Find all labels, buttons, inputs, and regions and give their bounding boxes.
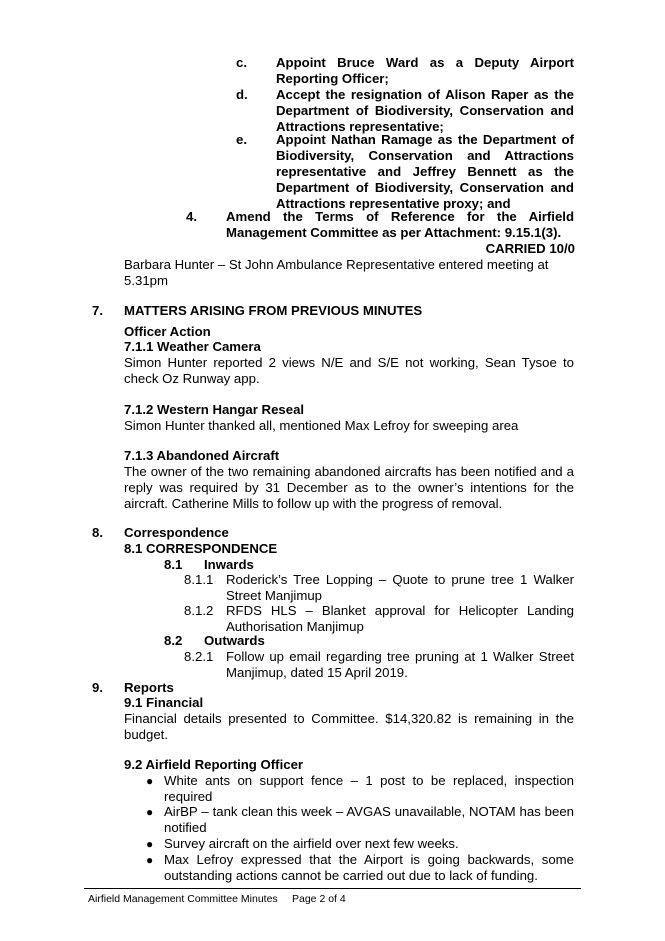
section-number: 9. [92, 680, 103, 695]
section-title: MATTERS ARISING FROM PREVIOUS MINUTES [124, 303, 423, 318]
item-label: 4. [186, 209, 197, 224]
item-label: e. [236, 132, 247, 147]
outwards-number: 8.2 [164, 633, 183, 648]
item-text: Amend the Terms of Reference for the Airfield Management Committee as per Attachment: 9.15.1(3). [226, 209, 574, 240]
section-number: 7. [92, 303, 103, 318]
subsection-heading: 9.2 Airfield Reporting Officer [124, 757, 304, 772]
bullet-item: AirBP – tank clean this week – AVGAS unavailable, NOTAM has been notified [164, 804, 574, 835]
item-label: c. [236, 55, 247, 70]
bullet-icon: ● [146, 805, 154, 819]
inwards-number: 8.1 [164, 557, 183, 572]
carried-label: CARRIED 10/0 [485, 241, 575, 256]
bullet-item: White ants on support fence – 1 post to be replaced, inspection required [164, 773, 574, 804]
section-subtitle: 8.1 CORRESPONDENCE [124, 541, 278, 556]
item-text: Appoint Bruce Ward as a Deputy Airport Reporting Officer; [276, 55, 574, 86]
item-text: Roderick’s Tree Lopping – Quote to prune tree 1 Walker Street Manjimup [226, 572, 574, 603]
footer-divider [84, 888, 581, 889]
inwards-heading: Inwards [204, 557, 254, 572]
bullet-icon: ● [146, 837, 154, 851]
bullet-item: Survey aircraft on the airfield over next few weeks. [164, 836, 459, 851]
item-number: 8.1.2 [184, 603, 214, 618]
item-number: 8.1.1 [184, 572, 214, 587]
footer-page-number: Page 2 of 4 [292, 893, 346, 905]
subsection-heading: 7.1.1 Weather Camera [124, 339, 261, 354]
officer-action-heading: Officer Action [124, 324, 211, 339]
subsection-heading: 9.1 Financial [124, 695, 204, 710]
item-text: Follow up email regarding tree pruning at 1 Walker Street Manjimup, dated 15 April 2019. [226, 649, 574, 680]
subsection-body: The owner of the two remaining abandoned aircrafts has been notified and a reply was required by 31 December as to the owner’s intentions for the aircraft. Catherine Mills to follow up with the progress of removal. [124, 464, 574, 511]
subsection-body: Simon Hunter thanked all, mentioned Max Lefroy for sweeping area [124, 418, 519, 433]
attendance-note: Barbara Hunter – St John Ambulance Representative entered meeting at 5.31pm [124, 257, 549, 288]
item-number: 8.2.1 [184, 649, 214, 664]
subsection-heading: 7.1.2 Western Hangar Reseal [124, 402, 305, 417]
subsection-heading: 7.1.3 Abandoned Aircraft [124, 448, 280, 463]
subsection-body: Simon Hunter reported 2 views N/E and S/E not working, Sean Tysoe to check Oz Runway app. [124, 355, 574, 386]
footer-title: Airfield Management Committee Minutes [88, 893, 278, 905]
outwards-heading: Outwards [204, 633, 265, 648]
section-number: 8. [92, 525, 103, 540]
section-title: Correspondence [124, 525, 229, 540]
subsection-body: Financial details presented to Committee. $14,320.82 is remaining in the budget. [124, 711, 574, 742]
item-text: Accept the resignation of Alison Raper as the Department of Biodiversity, Conservation and Attractions representative; [276, 87, 574, 134]
bullet-icon: ● [146, 774, 154, 788]
item-text: Appoint Nathan Ramage as the Department of Biodiversity, Conservation and Attractions representative and Jeffrey Bennett as the Department of Biodiversity, Conservation and Attractions representative proxy; and [276, 132, 574, 211]
bullet-icon: ● [146, 853, 154, 867]
item-label: d. [236, 87, 248, 102]
item-text: RFDS HLS – Blanket approval for Helicopter Landing Authorisation Manjimup [226, 603, 574, 634]
section-title: Reports [124, 680, 174, 695]
bullet-item: Max Lefroy expressed that the Airport is going backwards, some outstanding actions cannot be carried out due to lack of funding. [164, 852, 574, 883]
